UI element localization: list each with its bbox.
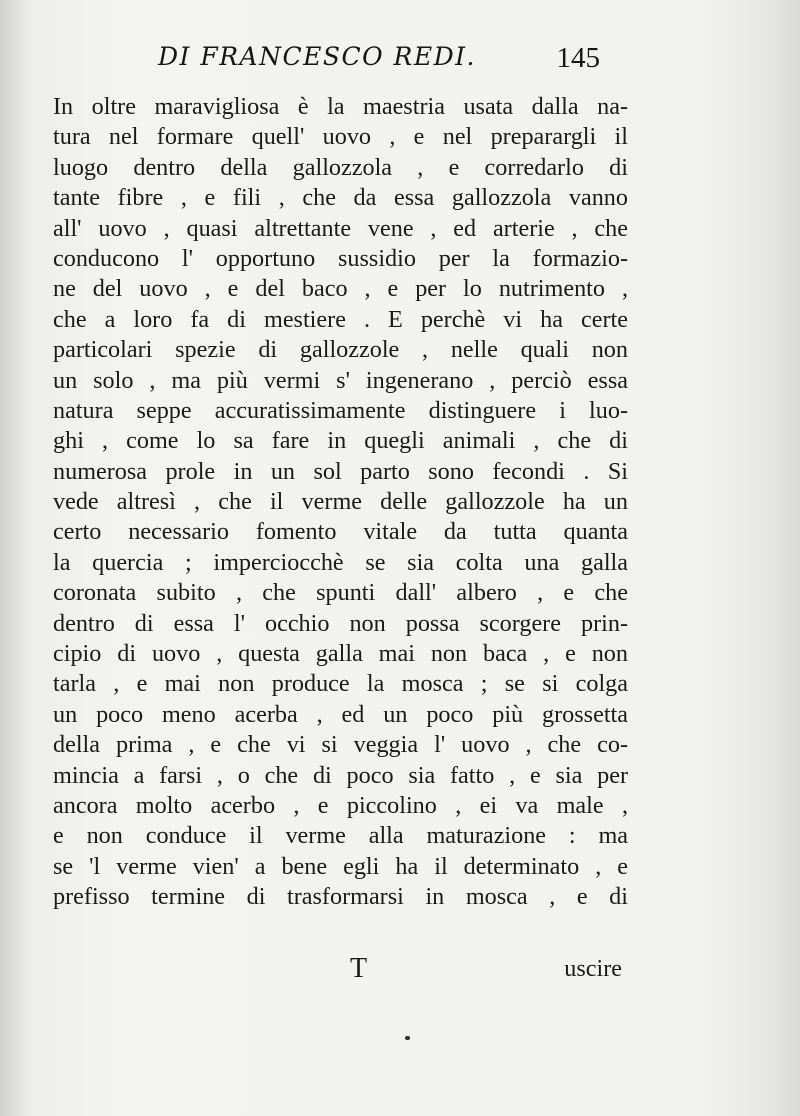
text-line: vede altresì , che il verme delle gallozzole ha un [53, 488, 628, 516]
page-number: 145 [556, 42, 600, 74]
text-line: coronata subito , che spunti dall' albero , e che [53, 579, 628, 607]
text-line: particolari spezie di gallozzole , nelle quali non [53, 336, 628, 364]
text-line: natura seppe accuratissimamente distinguere i luo- [53, 396, 628, 424]
text-line: cipio di uovo , questa galla mai non baca , e non [53, 640, 628, 668]
text-line: della prima , e che vi si veggia l' uovo , che co- [53, 731, 628, 759]
text-line: la quercia ; imperciocchè se sia colta una galla [53, 548, 628, 576]
page-footer [53, 953, 628, 993]
text-line: prefisso termine di trasformarsi in mosca , e di [53, 883, 628, 911]
text-line: ghi , come lo sa fare in quegli animali , che di [53, 427, 628, 455]
text-line: conducono l' opportuno sussidio per la formazio- [53, 244, 628, 272]
text-line: certo necessario fomento vitale da tutta quanta [53, 518, 628, 546]
text-line: tarla , e mai non produce la mosca ; se si colga [53, 670, 628, 698]
ink-speck [405, 1036, 410, 1040]
text-line: dentro di essa l' occhio non possa scorgere prin- [53, 609, 628, 637]
text-line: se 'l verme vien' a bene egli ha il determinato , e [53, 852, 628, 880]
text-line: un solo , ma più vermi s' ingenerano , perciò essa [53, 366, 628, 394]
text-line: In oltre maravigliosa è la maestria usata dalla na- [53, 93, 628, 120]
text-line: e non conduce il verme alla maturazione : ma [53, 822, 628, 850]
text-line: luogo dentro della gallozzola , e corredarlo di [53, 153, 628, 181]
text-line: che a loro fa di mestiere . E perchè vi ha certe [53, 305, 628, 333]
signature-mark: T [350, 953, 368, 984]
text-line: tura nel formare quell' uovo , e nel preparargli il [53, 123, 628, 151]
text-line: ne del uovo , e del baco , e per lo nutrimento , [53, 275, 628, 303]
text-line: mincia a farsi , o che di poco sia fatto , e sia per [53, 761, 628, 789]
text-line: ancora molto acerbo , e piccolino , ei va male , [53, 791, 628, 819]
body-text [53, 92, 628, 913]
text-line: all' uovo , quasi altrettante vene , ed arterie , che [53, 214, 628, 242]
catchword: uscire [564, 955, 622, 982]
text-line: tante fibre , e fili , che da essa gallozzola vanno [53, 184, 628, 212]
page-header [60, 40, 600, 80]
text-line: un poco meno acerba , ed un poco più grossetta [53, 700, 628, 728]
text-line: numerosa prole in un sol parto sono fecondi . Si [53, 457, 628, 485]
running-head: DI FRANCESCO REDI. [158, 42, 476, 71]
